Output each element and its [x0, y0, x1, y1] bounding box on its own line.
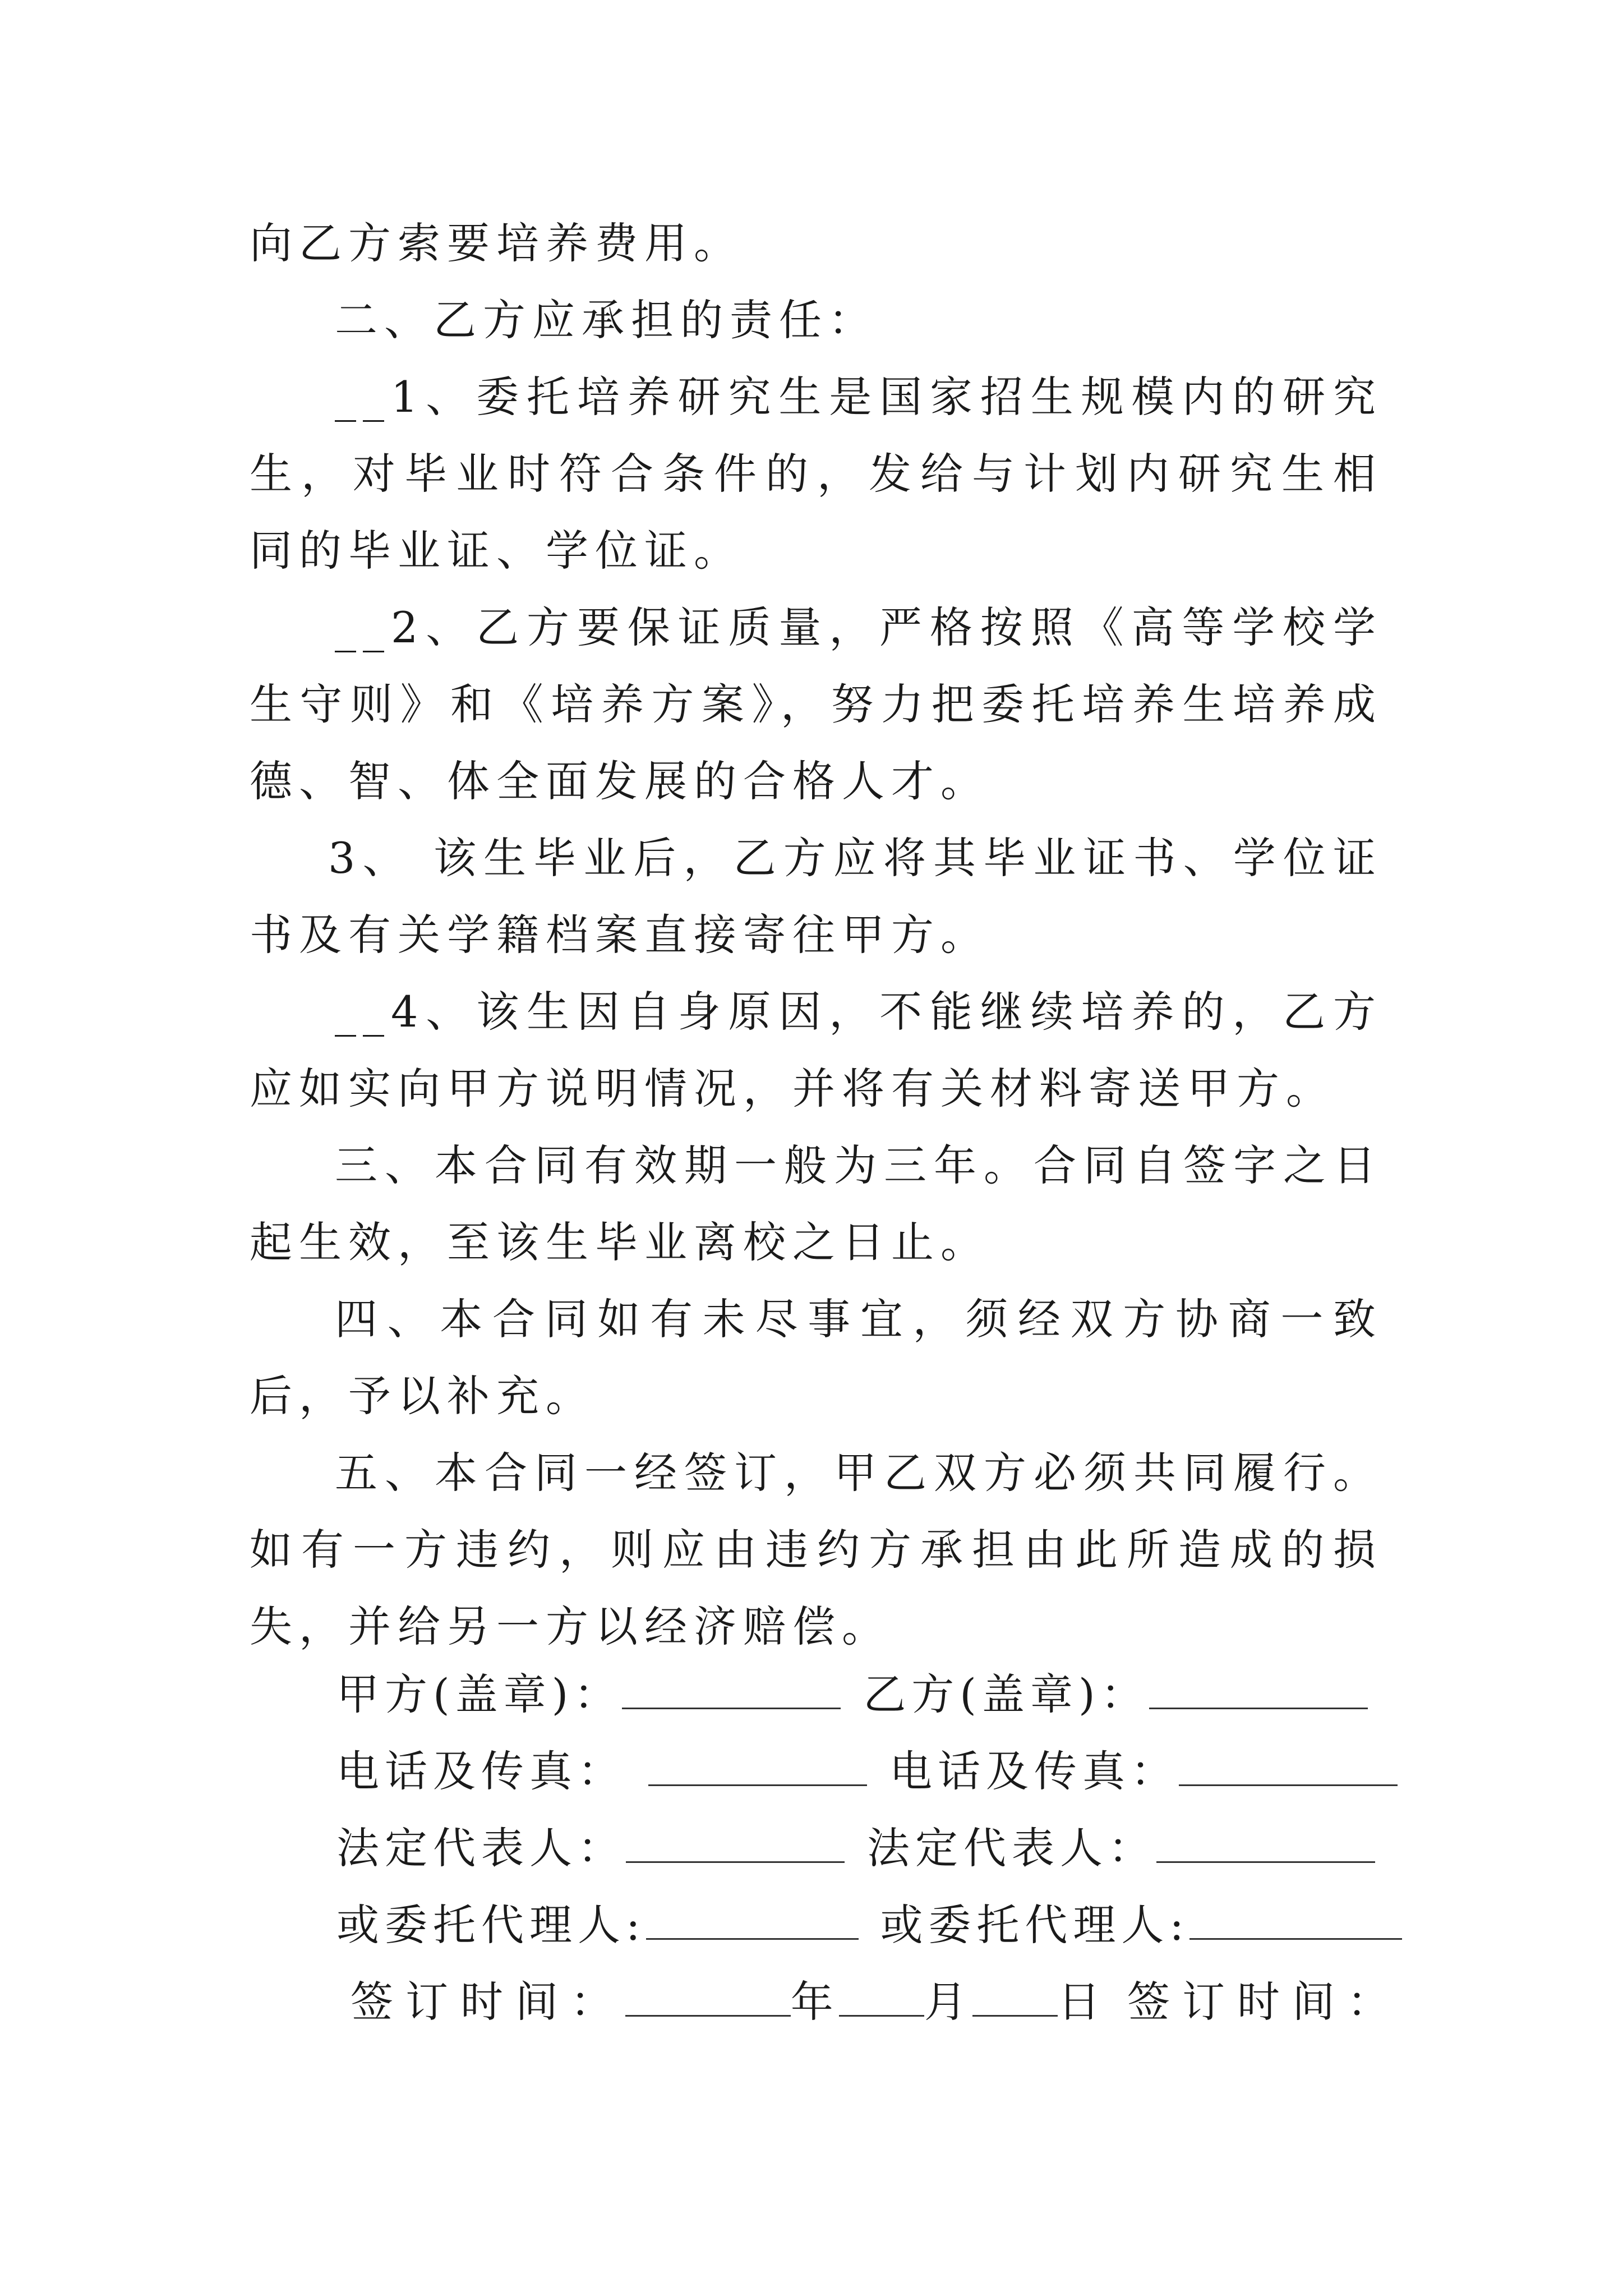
party-b-legal-rep-label: 法定代表人： [867, 1823, 1156, 1873]
day-label: 日 [1057, 1977, 1106, 2027]
party-b-seal-label: 乙方(盖章)： [863, 1669, 1149, 1719]
party-a-agent-blank[interactable] [646, 1904, 859, 1940]
contract-body [250, 205, 1382, 1665]
party-b-agent-blank[interactable] [1189, 1904, 1402, 1940]
party-b-phone-blank[interactable] [1179, 1751, 1398, 1786]
paragraph-item-4: __4、该生因自身原因，不能继续培养的，乙方应如实向甲方说明情况，并将有关材料寄送甲方。 [250, 987, 1382, 1114]
party-b-legal-rep-blank[interactable] [1156, 1828, 1375, 1863]
party-a-seal-blank[interactable] [622, 1674, 841, 1709]
signature-row-agent [336, 1891, 1402, 1968]
party-a-seal-label: 甲方(盖章)： [336, 1669, 623, 1719]
sign-month-blank[interactable] [839, 1981, 924, 2017]
party-b-seal-blank[interactable] [1149, 1674, 1368, 1709]
party-a-phone-blank[interactable] [648, 1751, 867, 1786]
party-b-sign-time-label: 签订时间： [1127, 1977, 1403, 2027]
party-a-sign-time-label: 签订时间： [351, 1977, 625, 2027]
party-a-agent-label: 或委托代理人: [336, 1900, 646, 1950]
paragraph-section-three: 三、本合同有效期一般为三年。合同自签字之日起生效，至该生毕业离校之日止。 [250, 1140, 1382, 1267]
paragraph-item-3: 3、 该生毕业后，乙方应将其毕业证书、学位证书及有关学籍档案直接寄往甲方。 [250, 833, 1382, 960]
month-label: 月 [924, 1977, 972, 2027]
party-a-phone-label: 电话及传真： [336, 1746, 626, 1796]
paragraph-item-1: __1、委托培养研究生是国家招生规模内的研究生，对毕业时符合条件的，发给与计划内研究生相同的毕业证、学位证。 [250, 372, 1382, 576]
signature-row-legal-rep [336, 1814, 1402, 1891]
signature-row-phone [336, 1737, 1402, 1814]
paragraph-section-four: 四、本合同如有未尽事宜，须经双方协商一致后，予以补充。 [250, 1294, 1382, 1421]
party-b-agent-label: 或委托代理人: [880, 1900, 1190, 1950]
party-a-legal-rep-label: 法定代表人： [336, 1823, 626, 1873]
party-a-legal-rep-blank[interactable] [626, 1828, 845, 1863]
signature-row-date [351, 1968, 1402, 2045]
paragraph-section-five: 五、本合同一经签订，甲乙双方必须共同履行。如有一方违约，则应由违约方承担由此所造成的损失，并给另一方以经济赔偿。 [250, 1448, 1382, 1651]
paragraph-section-two-heading: 二、乙方应承担的责任： [335, 295, 878, 345]
paragraph-item-2: __2、乙方要保证质量，严格按照《高等学校学生守则》和《培养方案》，努力把委托培养生培养成德、智、体全面发展的合格人才。 [250, 602, 1382, 806]
sign-day-blank[interactable] [972, 1981, 1058, 2017]
signature-section [336, 1660, 1402, 2045]
sign-year-blank[interactable] [625, 1981, 791, 2017]
party-b-phone-label: 电话及传真： [889, 1746, 1179, 1796]
paragraph-fee: 向乙方索要培养费用。 [250, 218, 743, 268]
signature-row-seal [336, 1660, 1402, 1737]
year-label: 年 [790, 1977, 839, 2027]
